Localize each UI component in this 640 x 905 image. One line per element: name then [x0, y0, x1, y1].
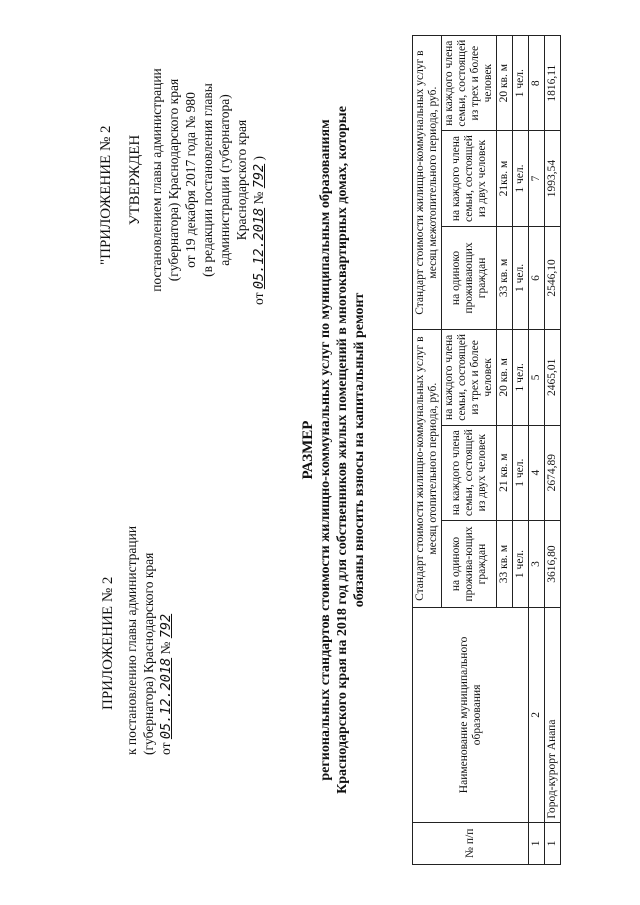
area-cell: 21 кв. м: [497, 425, 513, 520]
index-cell: 3: [529, 520, 545, 607]
row-value: 2546,10: [545, 226, 561, 330]
approved-label: УТВЕРЖДЕН: [127, 134, 143, 226]
subheader-cell: на каждого члена семьи, состоящей из трех и более человек: [442, 330, 497, 425]
row-value: 1816,11: [545, 36, 561, 131]
persons-cell: 1 чел.: [513, 36, 529, 131]
row-value: 2674,89: [545, 425, 561, 520]
table-index-row: [529, 36, 545, 865]
handwritten-number: 792: [251, 163, 267, 189]
date-prefix: от: [158, 742, 173, 755]
document-title: [300, 35, 368, 865]
subheader-cell: на каждого члена семьи, состоящей из трех и более человек: [442, 36, 497, 131]
persons-cell: 1 чел.: [513, 226, 529, 330]
handwritten-number: 792: [158, 613, 174, 639]
area-cell: 33 кв. м: [497, 520, 513, 607]
index-cell: 2: [529, 608, 545, 822]
appendix-right-line: (в редакции постановления главы: [200, 83, 215, 277]
appendix-right-line: от 19 декабря 2017 года № 980: [183, 92, 198, 268]
standards-table: [412, 35, 561, 865]
area-cell: 21кв. м: [497, 131, 513, 226]
appendix-left-line: к постановлению главы администрации: [124, 525, 139, 755]
index-cell: 8: [529, 36, 545, 131]
header-nonheating-group: Стандарт стоимости жилищно-коммунальных услуг в месяц межотопительного периода, руб.: [413, 36, 442, 330]
area-cell: 20 кв. м: [497, 330, 513, 425]
title-line: Краснодарского края на 2018 год для собственников жилых помещений в многоквартирных домах, которые: [335, 106, 350, 794]
title-main: РАЗМЕР: [300, 420, 316, 480]
appendix-right-line: администрации (губернатора): [217, 94, 232, 266]
appendix-right-line: постановлением главы администрации: [149, 68, 164, 292]
index-cell: 1: [529, 822, 545, 864]
title-line: региональных стандартов стоимости жилищно-коммунальных услуг по муниципальным образованиям: [318, 119, 333, 781]
subheader-cell: на каждого члена семьи, состоящей из двух человек: [442, 425, 497, 520]
number-prefix: №: [251, 191, 266, 205]
table-row: [545, 36, 561, 865]
appendix-left-line: (губернатора) Краснодарского края: [141, 552, 156, 755]
area-cell: 20 кв. м: [497, 36, 513, 131]
index-cell: 6: [529, 226, 545, 330]
date-prefix: от: [251, 292, 266, 305]
index-cell: 5: [529, 330, 545, 425]
row-num: 1: [545, 822, 561, 864]
appendix-right: [98, 15, 268, 345]
handwritten-date: 05.12.2018: [158, 657, 174, 740]
appendix-right-line: Краснодарского края: [234, 119, 249, 241]
handwritten-date: 05.12.2018: [251, 207, 267, 290]
persons-cell: 1 чел.: [513, 425, 529, 520]
persons-cell: 1 чел.: [513, 520, 529, 607]
row-value: 3616,80: [545, 520, 561, 607]
header-name: Наименование муниципального образования: [413, 608, 529, 822]
table-header-row: [413, 36, 442, 865]
appendix-right-dateline: [250, 15, 268, 305]
appendix-left-heading: ПРИЛОЖЕНИЕ № 2: [100, 576, 116, 710]
persons-cell: 1 чел.: [513, 131, 529, 226]
index-cell: 4: [529, 425, 545, 520]
number-prefix: №: [158, 641, 173, 655]
persons-cell: 1 чел.: [513, 330, 529, 425]
subheader-cell: на одиноко проживающих граждан: [442, 226, 497, 330]
area-cell: 33 кв. м: [497, 226, 513, 330]
closing-parenthesis: ): [251, 155, 266, 161]
header-num: № п/п: [413, 822, 529, 864]
appendix-left-dateline: [157, 435, 175, 755]
title-line: обязаны вносить взносы на капитальный ремонт: [352, 292, 367, 608]
appendix-left: [100, 435, 175, 755]
row-value: 1993,54: [545, 131, 561, 226]
appendix-right-heading: "ПРИЛОЖЕНИЕ № 2: [98, 125, 114, 265]
subheader-cell: на каждого члена семьи, состоящей из двух человек: [442, 131, 497, 226]
row-name: Город-курорт Анапа: [545, 608, 561, 822]
subheader-cell: на одиноко прожива-ющих граждан: [442, 520, 497, 607]
row-value: 2465,01: [545, 330, 561, 425]
index-cell: 7: [529, 131, 545, 226]
appendix-right-line: (губернатора) Краснодарского края: [166, 78, 181, 282]
header-heating-group: Стандарт стоимости жилищно-коммунальных услуг в месяц отопительного периода, руб.: [413, 330, 442, 608]
